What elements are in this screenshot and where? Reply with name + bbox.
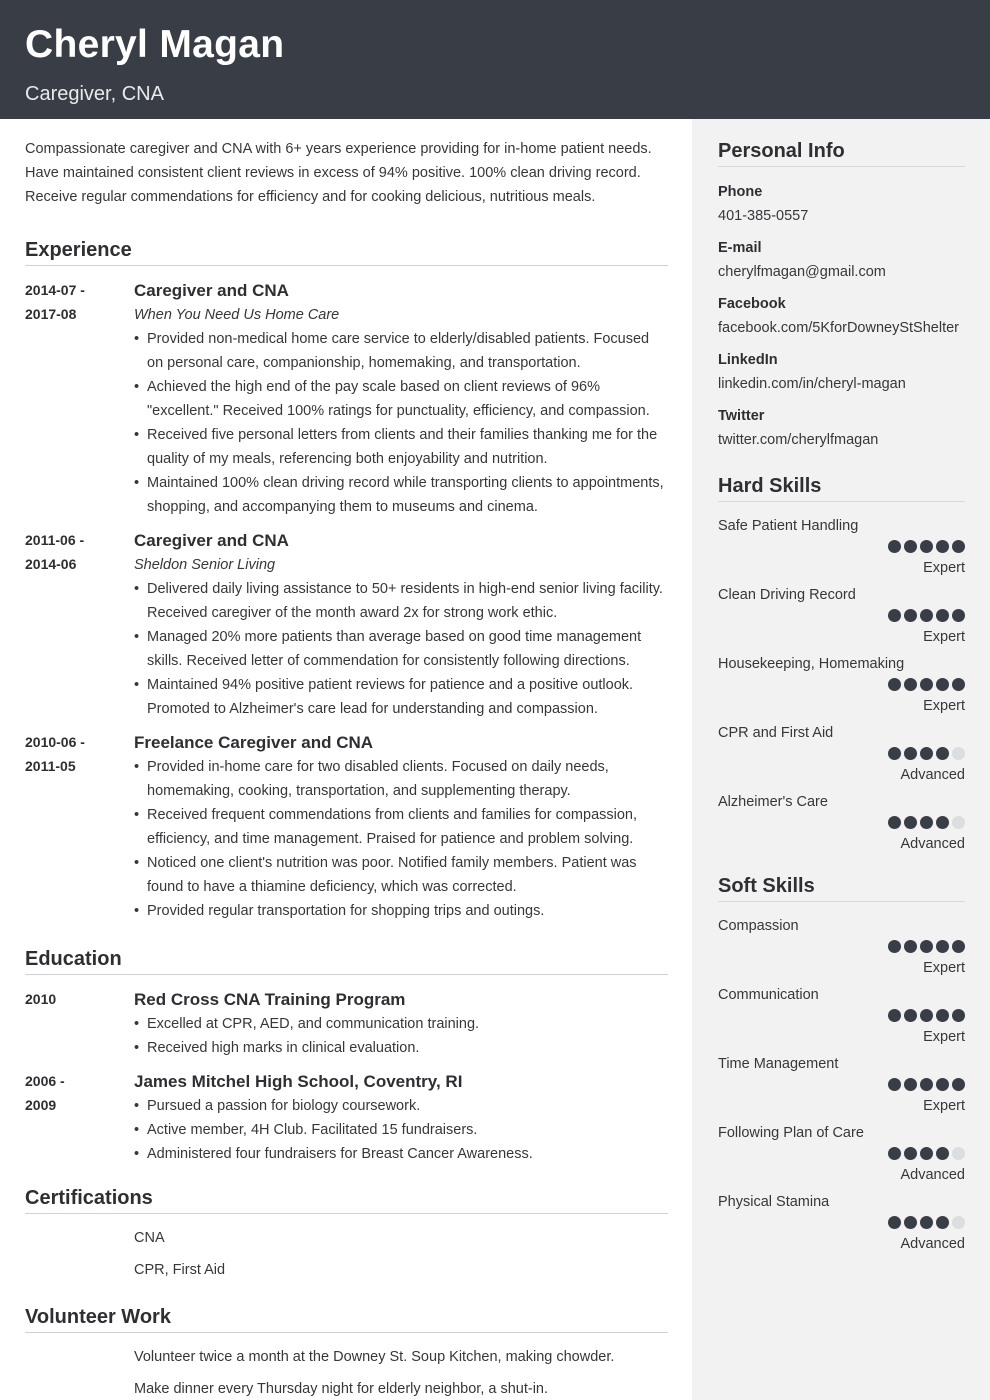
entry-body bbox=[134, 278, 668, 519]
soft-skills-list bbox=[718, 915, 965, 1254]
skill-rating bbox=[718, 1147, 965, 1165]
entry-body bbox=[134, 1069, 668, 1166]
experience-heading: Experience bbox=[25, 237, 668, 266]
rating-dot-filled bbox=[952, 609, 965, 622]
experience-section bbox=[25, 237, 668, 923]
info-value: 401-385-0557 bbox=[718, 208, 809, 224]
bullet-item: • Achieved the high end of the pay scale based on client reviews of 96% "excellent." Received 100% ratings for punctuality, efficiency, and compassion. bbox=[134, 375, 668, 423]
rating-dot-filled bbox=[936, 816, 949, 829]
certification-item: CNA bbox=[134, 1230, 165, 1246]
rating-dot-filled bbox=[888, 940, 901, 953]
skill-name: Clean Driving Record bbox=[718, 587, 856, 603]
volunteer-heading: Volunteer Work bbox=[25, 1304, 668, 1333]
experience-entry bbox=[25, 278, 668, 519]
rating-dot-filled bbox=[952, 540, 965, 553]
entry-organization: Sheldon Senior Living bbox=[134, 557, 276, 573]
rating-dot-filled bbox=[888, 747, 901, 760]
rating-dot-filled bbox=[904, 1009, 917, 1022]
rating-dot-filled bbox=[920, 1147, 933, 1160]
skill-level: Advanced bbox=[900, 1167, 965, 1183]
hard-skills-section bbox=[718, 474, 965, 854]
certifications-section bbox=[25, 1185, 668, 1282]
skill-level: Expert bbox=[923, 1029, 965, 1045]
bullet-item: • Delivered daily living assistance to 50+ residents in high-end senior living facility. Received caregiver of the month award 2x for strong work ethic. bbox=[134, 577, 668, 625]
rating-dot-filled bbox=[920, 540, 933, 553]
entry-role: Caregiver and CNA bbox=[134, 531, 289, 550]
entry-date bbox=[25, 528, 134, 721]
skill-item bbox=[718, 584, 965, 647]
rating-dot-filled bbox=[936, 1216, 949, 1229]
experience-list bbox=[25, 278, 668, 923]
rating-dot-filled bbox=[904, 747, 917, 760]
skill-rating bbox=[718, 1078, 965, 1096]
skill-name: Following Plan of Care bbox=[718, 1125, 864, 1141]
entry-organization: When You Need Us Home Care bbox=[134, 307, 340, 323]
experience-entry bbox=[25, 528, 668, 721]
rating-dot-filled bbox=[888, 1009, 901, 1022]
candidate-name: Cheryl Magan bbox=[25, 23, 285, 66]
skill-item bbox=[718, 1053, 965, 1116]
skill-item bbox=[718, 515, 965, 578]
info-value: twitter.com/cherylfmagan bbox=[718, 432, 879, 448]
main-column bbox=[0, 119, 692, 1400]
info-value: linkedin.com/in/cheryl-magan bbox=[718, 376, 906, 392]
info-label: Facebook bbox=[718, 296, 786, 312]
sidebar bbox=[692, 119, 990, 1400]
skill-item bbox=[718, 653, 965, 716]
education-list bbox=[25, 987, 668, 1166]
bullet-item: • Active member, 4H Club. Facilitated 15 fundraisers. bbox=[134, 1118, 668, 1142]
rating-dot-filled bbox=[936, 540, 949, 553]
skill-item bbox=[718, 1122, 965, 1185]
rating-dot-filled bbox=[920, 1078, 933, 1091]
skill-rating bbox=[718, 678, 965, 696]
rating-dot-filled bbox=[936, 1147, 949, 1160]
date-from: 2011-06 - bbox=[25, 532, 85, 548]
skill-rating bbox=[718, 816, 965, 834]
skill-item bbox=[718, 915, 965, 978]
hard-skills-list bbox=[718, 515, 965, 854]
entry-bullets bbox=[134, 327, 668, 519]
rating-dot-filled bbox=[888, 816, 901, 829]
rating-dot-filled bbox=[888, 1078, 901, 1091]
rating-dot-filled bbox=[888, 1147, 901, 1160]
hard-skills-heading: Hard Skills bbox=[718, 474, 965, 502]
entry-bullets bbox=[134, 577, 668, 721]
rating-dot-empty bbox=[952, 1147, 965, 1160]
skill-level: Expert bbox=[923, 698, 965, 714]
rating-dot-filled bbox=[920, 816, 933, 829]
skill-level: Advanced bbox=[900, 767, 965, 783]
skill-name: Housekeeping, Homemaking bbox=[718, 656, 905, 672]
bullet-item: • Excelled at CPR, AED, and communication training. bbox=[134, 1012, 668, 1036]
entry-role: Red Cross CNA Training Program bbox=[134, 990, 406, 1009]
rating-dot-filled bbox=[904, 1078, 917, 1091]
skill-name: CPR and First Aid bbox=[718, 725, 834, 741]
entry-date bbox=[25, 278, 134, 519]
entry-bullets bbox=[134, 755, 668, 923]
rating-dot-filled bbox=[904, 1147, 917, 1160]
rating-dot-filled bbox=[888, 609, 901, 622]
certification-item: CPR, First Aid bbox=[134, 1262, 226, 1278]
date-to: 2009 bbox=[25, 1097, 57, 1113]
skill-level: Advanced bbox=[900, 836, 965, 852]
rating-dot-filled bbox=[936, 1078, 949, 1091]
experience-entry bbox=[25, 730, 668, 923]
skill-name: Physical Stamina bbox=[718, 1194, 830, 1210]
volunteer-section bbox=[25, 1304, 668, 1400]
entry-bullets bbox=[134, 1012, 668, 1060]
info-label: Phone bbox=[718, 184, 763, 200]
rating-dot-filled bbox=[936, 609, 949, 622]
bullet-item: • Administered four fundraisers for Breast Cancer Awareness. bbox=[134, 1142, 668, 1166]
rating-dot-empty bbox=[952, 1216, 965, 1229]
info-label: Twitter bbox=[718, 408, 765, 424]
rating-dot-filled bbox=[920, 609, 933, 622]
info-label: LinkedIn bbox=[718, 352, 778, 368]
skill-item bbox=[718, 722, 965, 785]
rating-dot-filled bbox=[920, 1216, 933, 1229]
profile-summary: Compassionate caregiver and CNA with 6+ years experience providing for in-home patient needs. Have maintained consistent client reviews in excess of 94% positive. 100% clean driving record. Receive regular commendations for efficiency and for cooking delicious, nutritious meals. bbox=[25, 141, 652, 205]
skill-name: Time Management bbox=[718, 1056, 839, 1072]
entry-body bbox=[134, 730, 668, 923]
resume-header bbox=[0, 0, 990, 119]
rating-dot-filled bbox=[904, 940, 917, 953]
skill-item bbox=[718, 1191, 965, 1254]
skill-level: Expert bbox=[923, 560, 965, 576]
rating-dot-filled bbox=[952, 940, 965, 953]
skill-name: Communication bbox=[718, 987, 819, 1003]
education-entry bbox=[25, 987, 668, 1060]
skill-name: Compassion bbox=[718, 918, 799, 934]
entry-body bbox=[134, 987, 668, 1060]
soft-skills-heading: Soft Skills bbox=[718, 874, 965, 902]
rating-dot-filled bbox=[952, 678, 965, 691]
candidate-title: Caregiver, CNA bbox=[25, 83, 164, 105]
bullet-item: • Received high marks in clinical evaluation. bbox=[134, 1036, 668, 1060]
entry-bullets bbox=[134, 1094, 668, 1166]
personal-info-heading: Personal Info bbox=[718, 139, 965, 167]
date-from: 2006 - bbox=[25, 1073, 65, 1089]
rating-dot-empty bbox=[952, 816, 965, 829]
soft-skills-section bbox=[718, 874, 965, 1254]
bullet-item: • Received frequent commendations from clients and families for compassion, efficiency, and time management. Praised for patience and problem solving. bbox=[134, 803, 668, 851]
rating-dot-filled bbox=[936, 747, 949, 760]
entry-role: Caregiver and CNA bbox=[134, 281, 289, 300]
skill-level: Advanced bbox=[900, 1236, 965, 1252]
skill-item bbox=[718, 791, 965, 854]
personal-info-list bbox=[718, 180, 965, 452]
rating-dot-filled bbox=[936, 678, 949, 691]
bullet-item: • Received five personal letters from clients and their families thanking me for the quality of my meals, referencing both enjoyability and nutrition. bbox=[134, 423, 668, 471]
date-to: 2017-08 bbox=[25, 306, 77, 322]
skill-rating bbox=[718, 540, 965, 558]
info-label: E-mail bbox=[718, 240, 762, 256]
rating-dot-filled bbox=[936, 940, 949, 953]
info-value: cherylfmagan@gmail.com bbox=[718, 264, 886, 280]
rating-dot-filled bbox=[888, 1216, 901, 1229]
bullet-item: • Noticed one client's nutrition was poor. Notified family members. Patient was found to have a thiamine deficiency, which was corrected. bbox=[134, 851, 668, 899]
rating-dot-filled bbox=[888, 678, 901, 691]
skill-level: Expert bbox=[923, 960, 965, 976]
entry-date bbox=[25, 987, 134, 1060]
education-section bbox=[25, 946, 668, 1166]
date-from: 2010 bbox=[25, 991, 57, 1007]
certifications-heading: Certifications bbox=[25, 1185, 668, 1214]
volunteer-item: Make dinner every Thursday night for elderly neighbor, a shut-in. bbox=[134, 1381, 549, 1397]
rating-dot-filled bbox=[904, 1216, 917, 1229]
skill-rating bbox=[718, 1009, 965, 1027]
bullet-item: • Provided in-home care for two disabled clients. Focused on daily needs, homemaking, cooking, transportation, and supplementing therapy. bbox=[134, 755, 668, 803]
info-value: facebook.com/5KforDowneyStShelter bbox=[718, 320, 959, 336]
skill-name: Safe Patient Handling bbox=[718, 518, 859, 534]
rating-dot-filled bbox=[920, 940, 933, 953]
rating-dot-filled bbox=[936, 1009, 949, 1022]
date-to: 2011-05 bbox=[25, 758, 76, 774]
entry-body bbox=[134, 528, 668, 721]
rating-dot-filled bbox=[920, 678, 933, 691]
entry-role: James Mitchel High School, Coventry, RI bbox=[134, 1072, 463, 1091]
rating-dot-filled bbox=[904, 609, 917, 622]
bullet-item: • Maintained 94% positive patient reviews for patience and a positive outlook. Promoted to Alzheimer's care lead for understanding and compassion. bbox=[134, 673, 668, 721]
rating-dot-filled bbox=[904, 678, 917, 691]
skill-rating bbox=[718, 1216, 965, 1234]
rating-dot-filled bbox=[952, 1009, 965, 1022]
entry-role: Freelance Caregiver and CNA bbox=[134, 733, 374, 752]
rating-dot-filled bbox=[920, 1009, 933, 1022]
date-from: 2014-07 - bbox=[25, 282, 85, 298]
date-from: 2010-06 - bbox=[25, 734, 85, 750]
skill-item bbox=[718, 984, 965, 1047]
skill-name: Alzheimer's Care bbox=[718, 794, 828, 810]
skill-rating bbox=[718, 747, 965, 765]
bullet-item: • Provided non-medical home care service to elderly/disabled patients. Focused on personal care, companionship, homemaking, and transportation. bbox=[134, 327, 668, 375]
volunteer-item: Volunteer twice a month at the Downey St. Soup Kitchen, making chowder. bbox=[134, 1349, 615, 1365]
skill-level: Expert bbox=[923, 629, 965, 645]
skill-rating bbox=[718, 940, 965, 958]
bullet-item: • Managed 20% more patients than average based on good time management skills. Received letter of commendation for consistently following directions. bbox=[134, 625, 668, 673]
entry-date bbox=[25, 1069, 134, 1166]
entry-date bbox=[25, 730, 134, 923]
rating-dot-filled bbox=[920, 747, 933, 760]
bullet-item: • Pursued a passion for biology coursework. bbox=[134, 1094, 668, 1118]
skill-rating bbox=[718, 609, 965, 627]
personal-info-section bbox=[718, 139, 965, 452]
bullet-item: • Maintained 100% clean driving record while transporting clients to appointments, shopping, and accompanying them to museums and cinema. bbox=[134, 471, 668, 519]
rating-dot-filled bbox=[904, 540, 917, 553]
rating-dot-filled bbox=[952, 1078, 965, 1091]
rating-dot-filled bbox=[888, 540, 901, 553]
bullet-item: • Provided regular transportation for shopping trips and outings. bbox=[134, 899, 668, 923]
education-heading: Education bbox=[25, 946, 668, 975]
education-entry bbox=[25, 1069, 668, 1166]
skill-level: Expert bbox=[923, 1098, 965, 1114]
rating-dot-empty bbox=[952, 747, 965, 760]
rating-dot-filled bbox=[904, 816, 917, 829]
date-to: 2014-06 bbox=[25, 556, 77, 572]
